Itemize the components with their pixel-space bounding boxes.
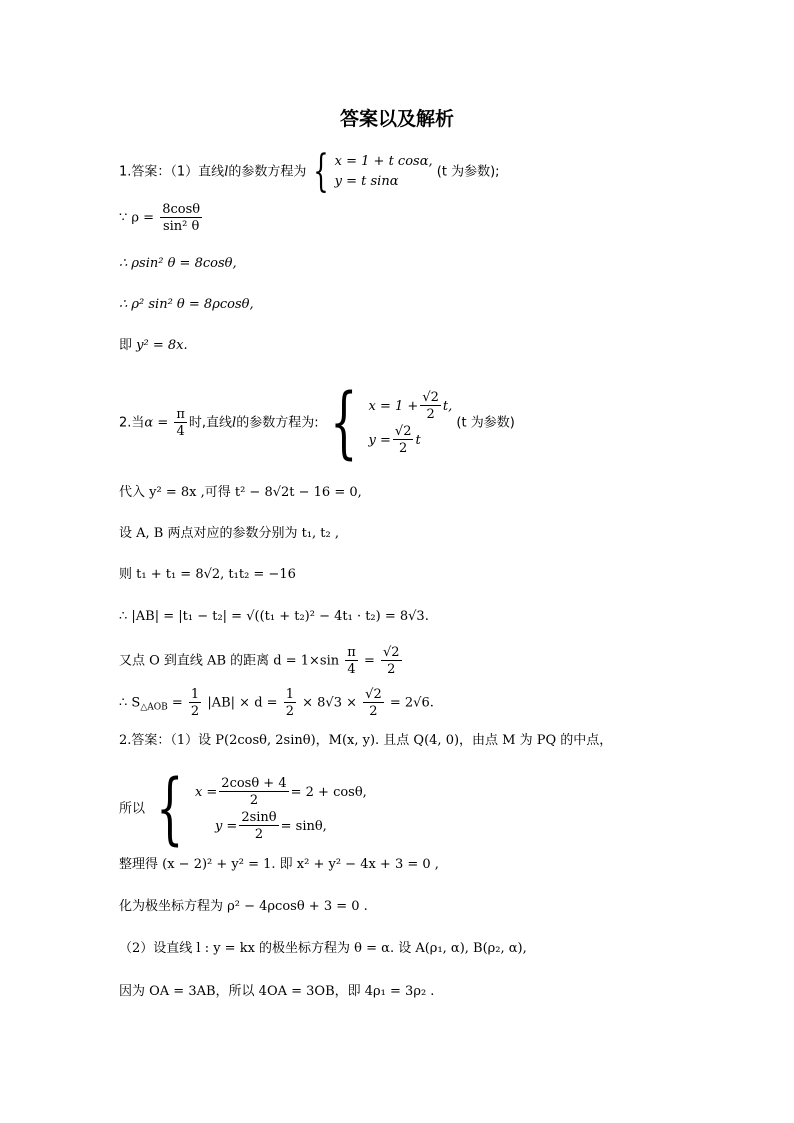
given-rho-line [119, 203, 204, 233]
answer-1-prefix: 1.答案：（1）直线 [119, 164, 225, 180]
distance-pi-frac [345, 646, 358, 676]
area-subscript: △AOB [140, 702, 168, 713]
case-2-mid2: 的参数方程为: [236, 415, 319, 431]
answer-1-mid: 的参数方程为 [228, 164, 307, 180]
frac-den: 2 [285, 704, 294, 719]
part2-line: （2）设直线 l : y = kx 的极坐标方程为 θ = α. 设 A(ρ₁, α), B(ρ₂, α), [119, 941, 527, 956]
left-brace: { [312, 146, 329, 197]
line-l-symbol: l [224, 164, 229, 180]
distance-prefix: 又点 O 到直线 AB 的距离 d = 1×sin [119, 653, 340, 669]
midpoint-y-frac [239, 811, 278, 841]
area-frac-2 [284, 688, 296, 718]
area-mid: |AB| × d = [207, 695, 278, 711]
frac-den: 2 [190, 704, 200, 719]
area-frac-1 [189, 688, 201, 718]
vector-line: 因为 OA = 3AB，所以 4OA = 3OB，即 4ρ₁ = 3ρ₂ . [119, 984, 435, 999]
frac-den: 2 [249, 793, 259, 808]
pi-over-4 [174, 408, 187, 438]
frac-num: 1 [190, 687, 200, 702]
frac-den: 2 [399, 441, 408, 456]
frac-num: √2 [394, 424, 412, 439]
distance-sqrt-frac [381, 646, 402, 676]
param-eq-2-y-left: y = [368, 432, 391, 448]
pi-denominator: 4 [176, 424, 185, 439]
area-frac-3 [363, 688, 384, 718]
frac-den: 4 [347, 662, 356, 677]
param-eq-2-y-right: t [415, 432, 421, 448]
frac-num: 2cosθ + 4 [221, 776, 287, 791]
case-2-prefix: 2.当 [119, 415, 145, 431]
frac-num: π [347, 645, 356, 660]
step-3-eq: y² = 8x. [136, 338, 188, 353]
given-fraction [160, 203, 202, 233]
then-line: 则 t₁ + t₁ = 8√2, t₁t₂ = −16 [119, 567, 296, 582]
area-line [119, 688, 434, 718]
pi-numerator: π [176, 407, 185, 422]
midpoint-y-left: y = [214, 818, 238, 834]
frac-den: 2 [426, 407, 435, 422]
step-1: ∴ ρsin² θ = 8cosθ, [119, 256, 237, 271]
frac-den: 2 [254, 827, 264, 842]
area-mid2: × 8√3 × [302, 695, 358, 711]
param-eq-2-x-left: x = 1 + [368, 398, 419, 414]
so-label: 所以 [119, 801, 146, 817]
left-brace-2: { [329, 378, 358, 468]
midpoint-equations [195, 775, 367, 843]
midpoint-system [119, 764, 367, 854]
given-because: ∵ ρ = [119, 210, 155, 226]
distance-equals: = [363, 653, 375, 669]
left-brace-3: { [156, 764, 184, 854]
frac-den: 2 [387, 662, 396, 677]
ab-length-line: ∴ |AB| = |t₁ − t₂| = √((t₁ + t₂)² − 4t₁ · t₂) = 8√3. [119, 609, 429, 624]
area-prefix: ∴ S [119, 695, 141, 711]
polar-line: 化为极坐标方程为 ρ² − 4ρcosθ + 3 = 0 . [119, 899, 368, 914]
midpoint-y-right: = sinθ, [280, 818, 327, 834]
param-equations-1 [335, 152, 433, 192]
frac-num: 1 [285, 687, 294, 702]
case-2-alpha: α = [144, 415, 169, 431]
param-eq-1-y: y = t sinα [334, 174, 399, 189]
param-equations-2 [369, 389, 453, 457]
param-eq-2-x-right: t, [442, 398, 453, 414]
substitute-line: 代入 y² = 8x ,可得 t² − 8√2t − 16 = 0, [119, 485, 362, 500]
answer-1-line [119, 146, 500, 197]
param-eq-2-y-frac [393, 425, 414, 455]
step-3-prefix: 即 [119, 338, 133, 353]
step-2: ∴ ρ² sin² θ = 8ρcosθ, [119, 297, 254, 312]
case-2-line [119, 378, 515, 468]
frac-num: 2sinθ [241, 810, 277, 825]
param-note-1: (t 为参数); [436, 164, 500, 180]
case-2-l: l [232, 415, 237, 431]
frac-num: √2 [422, 390, 439, 405]
given-denominator: sin² θ [162, 219, 200, 234]
given-numerator: 8cosθ [162, 202, 201, 217]
answer-2-line: 2.答案：（1）设 P(2cosθ, 2sinθ)，M(x, y). 且点 Q(4, 0)，由点 M 为 PQ 的中点， [119, 733, 613, 748]
frac-num: √2 [365, 687, 382, 702]
step-3 [119, 339, 188, 352]
distance-line [119, 646, 404, 676]
midpoint-x-left: x = [194, 784, 218, 800]
param-note-2: (t 为参数) [456, 415, 515, 431]
case-2-mid: 时,直线 [188, 415, 233, 431]
simplify-line: 整理得 (x − 2)² + y² = 1. 即 x² + y² − 4x + 3 = 0 , [119, 857, 439, 872]
midpoint-x-right: = 2 + cosθ, [290, 784, 367, 800]
frac-num: √2 [382, 645, 400, 660]
area-eq: = [171, 695, 183, 711]
frac-den: 2 [369, 704, 378, 719]
page-title: 答案以及解析 [339, 108, 454, 130]
param-eq-1-x: x = 1 + t cosα, [334, 153, 433, 169]
area-end: = 2√6. [389, 695, 434, 711]
param-eq-2-x-frac [420, 391, 441, 421]
midpoint-x-frac [219, 777, 288, 807]
let-ab-line: 设 A, B 两点对应的参数分别为 t₁, t₂ , [119, 526, 340, 541]
